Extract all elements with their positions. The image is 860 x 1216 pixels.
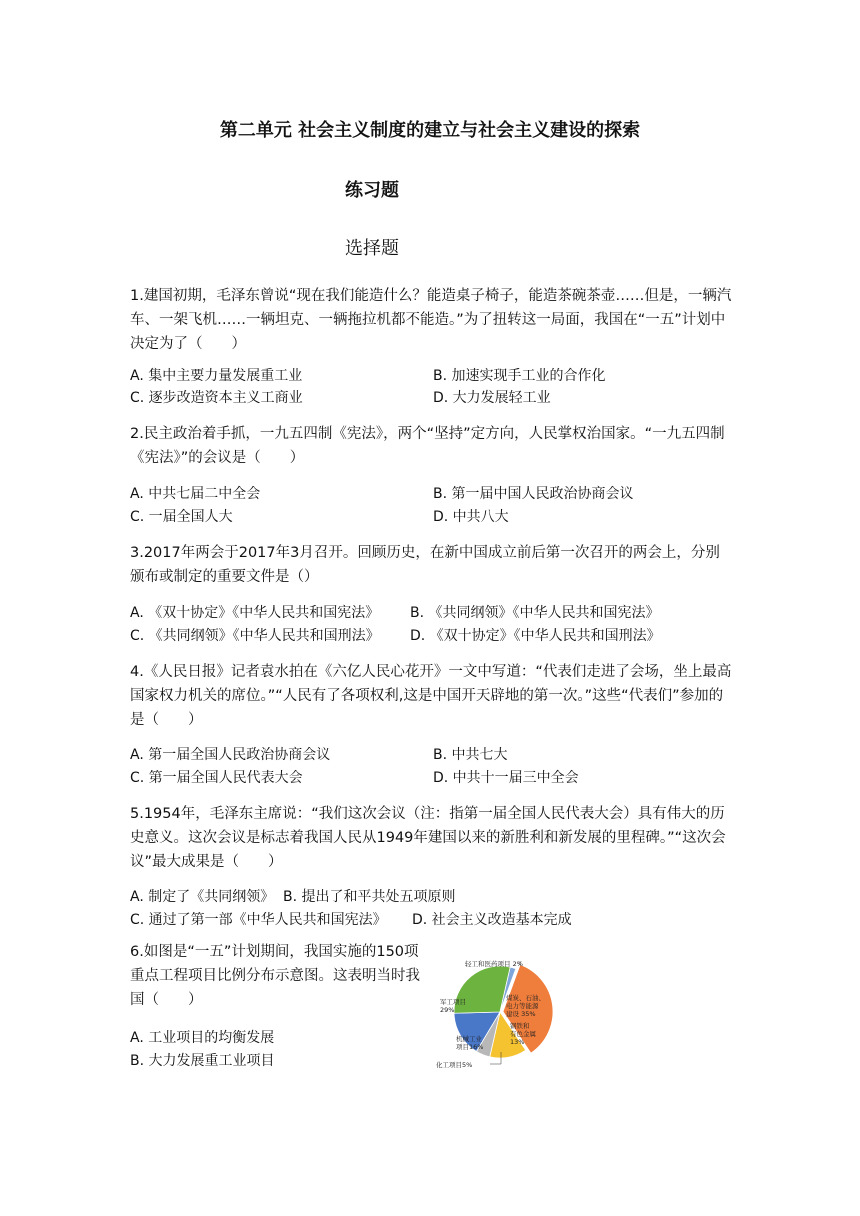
question-2-option-a: A. 中共七届二中全会 [130, 486, 261, 502]
question-3-option-c: C. 《共同纲领》《中华人民共和国刑法》 [130, 628, 380, 644]
question-3-option-d: D. 《双十协定》《中华人民共和国刑法》 [410, 628, 661, 644]
question-2-option-c: C. 一届全国人大 [130, 509, 233, 525]
question-4-option-c: C. 第一届全国人民代表大会 [130, 770, 303, 786]
project-distribution-pie-chart [420, 956, 580, 1070]
page-subtitle: 练习题 [345, 180, 399, 201]
question-5-option-d: D. 社会主义改造基本完成 [412, 912, 572, 928]
question-4-option-d: D. 中共十一届三中全会 [433, 770, 579, 786]
question-1-stem: 1.建国初期，毛泽东曾说“现在我们能造什么？能造桌子椅子，能造茶碗茶壶……但是，一辆汽车、一架飞机……一辆坦克、一辆拖拉机都不能造。”为了扭转这一局面，我国在“一五”计划中决定为了（ ） [130, 288, 732, 352]
question-6-option-b: B. 大力发展重工业项目 [130, 1053, 275, 1069]
question-3-option-b: B. 《共同纲领》《中华人民共和国宪法》 [410, 605, 660, 621]
question-2-option-d: D. 中共八大 [433, 509, 509, 525]
pie-label-energy: 煤炭、石油、电力等能源建设 35% [506, 994, 545, 1018]
question-2-stem: 2.民主政治着手抓，一九五四制《宪法》，两个“坚持”定方向，人民掌权治国家。“一九五四制《宪法》”的会议是（ ） [130, 426, 725, 466]
question-1-option-d: D. 大力发展轻工业 [433, 390, 551, 406]
question-4-option-b: B. 中共七大 [433, 747, 508, 763]
question-6-option-a: A. 工业项目的均衡发展 [130, 1030, 275, 1046]
pie-label-steel: 钢铁和有色金属 13% [510, 1022, 536, 1046]
question-4-stem: 4.《人民日报》记者袁水拍在《六亿人民心花开》一文中写道：“代表们走进了会场，坐上最高国家权力机关的席位。”“人民有了各项权利,这是中国开天辟地的第一次。”这些“代表们”参加的是（ ） [130, 664, 732, 728]
section-heading: 选择题 [345, 238, 399, 259]
question-1-option-a: A. 集中主要力量发展重工业 [130, 368, 303, 384]
question-5-option-b: B. 提出了和平共处五项原则 [283, 889, 456, 905]
pie-label-military: 军工项目 29% [440, 998, 466, 1014]
question-3-option-a: A. 《双十协定》《中华人民共和国宪法》 [130, 605, 380, 621]
question-1-option-b: B. 加速实现手工业的合作化 [433, 368, 606, 384]
pie-label-chemical: 化工项目5% [436, 1061, 473, 1069]
question-5-option-c: C. 通过了第一部《中华人民共和国宪法》 [130, 912, 387, 928]
question-5-option-a: A. 制定了《共同纲领》 [130, 889, 275, 905]
question-2-option-b: B. 第一届中国人民政治协商会议 [433, 486, 634, 502]
question-1-option-c: C. 逐步改造资本主义工商业 [130, 390, 303, 406]
question-5-stem: 5.1954年，毛泽东主席说：“我们这次会议（注：指第一届全国人民代表大会）具有伟大的历史意义。这次会议是标志着我国人民从1949年建国以来的新胜利和新发展的里程碑。”“这次会议”最大成果是（ ） [130, 806, 726, 870]
question-4-option-a: A. 第一届全国人民政治协商会议 [130, 747, 331, 763]
page-title: 第二单元 社会主义制度的建立与社会主义建设的探索 [219, 120, 641, 141]
pie-label-machinery: 机械工业项目16% [456, 1035, 484, 1051]
question-3-stem: 3.2017年两会于2017年3月召开。回顾历史，在新中国成立前后第一次召开的两会上，分别颁布或制定的重要文件是（） [130, 545, 720, 585]
question-6-stem: 6.如图是“一五”计划期间，我国实施的150项重点工程项目比例分布示意图。这表明当时我国（ ） [130, 944, 420, 1008]
pie-label-light-industry: 轻工和医药项目 2% [465, 960, 523, 968]
